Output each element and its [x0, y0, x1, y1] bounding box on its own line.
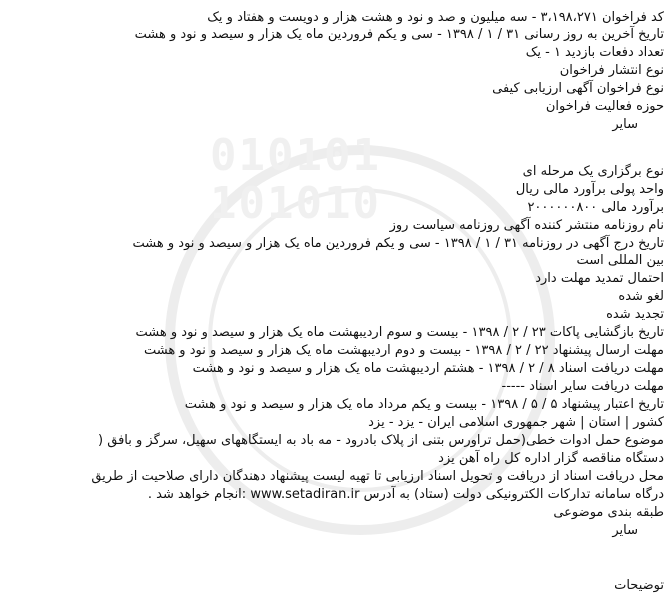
watermark-digits-2: 101010 — [210, 178, 381, 229]
opening-date: تاریخ بازگشایی پاکات ۲۳ / ۲ / ۱۳۹۸ - بیست و سوم اردیبهشت ماه یک هزار و سیصد و نود و هشت — [135, 325, 664, 340]
newspaper-name: نام روزنامه منتشر کننده آگهی روزنامه سیاست روز — [389, 218, 664, 233]
description-label: توضیحات — [614, 578, 664, 593]
watermark-digits: 010101 — [210, 130, 381, 181]
extension-possible: احتمال تمدید مهلت دارد — [535, 271, 664, 286]
activity-field-value: سایر — [612, 117, 638, 132]
subject-classification-value: سایر — [612, 523, 638, 538]
tender-type: نوع فراخوان آگهی ارزیابی کیفی — [492, 81, 664, 96]
proposal-validity-date: تاریخ اعتبار پیشنهاد ۵ / ۵ / ۱۳۹۸ - بیست و یکم مرداد ماه یک هزار و سیصد و نود و هشت — [184, 397, 664, 412]
renewed-flag: تجدید شده — [606, 307, 664, 322]
holding-type: نوع برگزاری یک مرحله ای — [522, 164, 664, 179]
documents-deadline: مهلت دریافت اسناد ۸ / ۲ / ۱۳۹۸ - هشتم اردیبهشت ماه یک هزار و سیصد و نود و هشت — [192, 361, 664, 376]
documents-location-cont: درگاه سامانه تدارکات الکترونیکی دولت (ستاد) به آدرس www.setadiran.ir :انجام خواهد شد . — [147, 487, 664, 502]
tender-code: کد فراخوان ۳،۱۹۸،۲۷۱ - سه میلیون و صد و نود و هشت هزار و دویست و هفتاد و یک — [207, 10, 664, 25]
activity-field-label: حوزه فعالیت فراخوان — [545, 99, 664, 114]
location: کشور | استان | شهر جمهوری اسلامی ایران - یزد - یزد — [368, 415, 664, 430]
documents-location: محل دریافت اسناد از دریافت و تحویل اسناد ارزیابی تا تهیه لیست پیشنهاد دهندگان دارای صلاحیت از طریق — [91, 469, 664, 484]
subject-classification-label: طبقه بندی موضوعی — [553, 505, 664, 520]
other-documents-deadline: مهلت دریافت سایر اسناد ----- — [501, 379, 664, 394]
international-flag: بین المللی است — [576, 253, 664, 268]
visit-count: تعداد دفعات بازدید ۱ - یک — [525, 45, 664, 60]
subject: موضوع حمل ادوات خطی(حمل تراورس بتنی از پلاک بادرود - مه باد به ایستگاههای سهیل، سرگز و بافق ( — [98, 433, 664, 448]
publish-type: نوع انتشار فراخوان — [559, 63, 664, 78]
currency-unit: واحد پولی برآورد مالی ریال — [515, 182, 664, 197]
financial-estimate: برآورد مالی ۲۰۰۰۰۰۰۸۰۰ — [527, 200, 664, 215]
proposal-deadline: مهلت ارسال پیشنهاد ۲۲ / ۲ / ۱۳۹۸ - بیست و دوم اردیبهشت ماه یک هزار و سیصد و نود و هشت — [143, 343, 664, 358]
last-update-date: تاریخ آخرین به روز رسانی ۳۱ / ۱ / ۱۳۹۸ - سی و یکم فروردین ماه یک هزار و سیصد و نود و هشت — [134, 27, 664, 42]
newspaper-date: تاریخ درج آگهی در روزنامه ۳۱ / ۱ / ۱۳۹۸ - سی و یکم فروردین ماه یک هزار و سیصد و نود و هشت — [132, 236, 664, 251]
tendering-organization: دستگاه مناقصه گزار اداره کل راه آهن یزد — [438, 451, 664, 466]
cancelled-flag: لغو شده — [618, 289, 664, 304]
